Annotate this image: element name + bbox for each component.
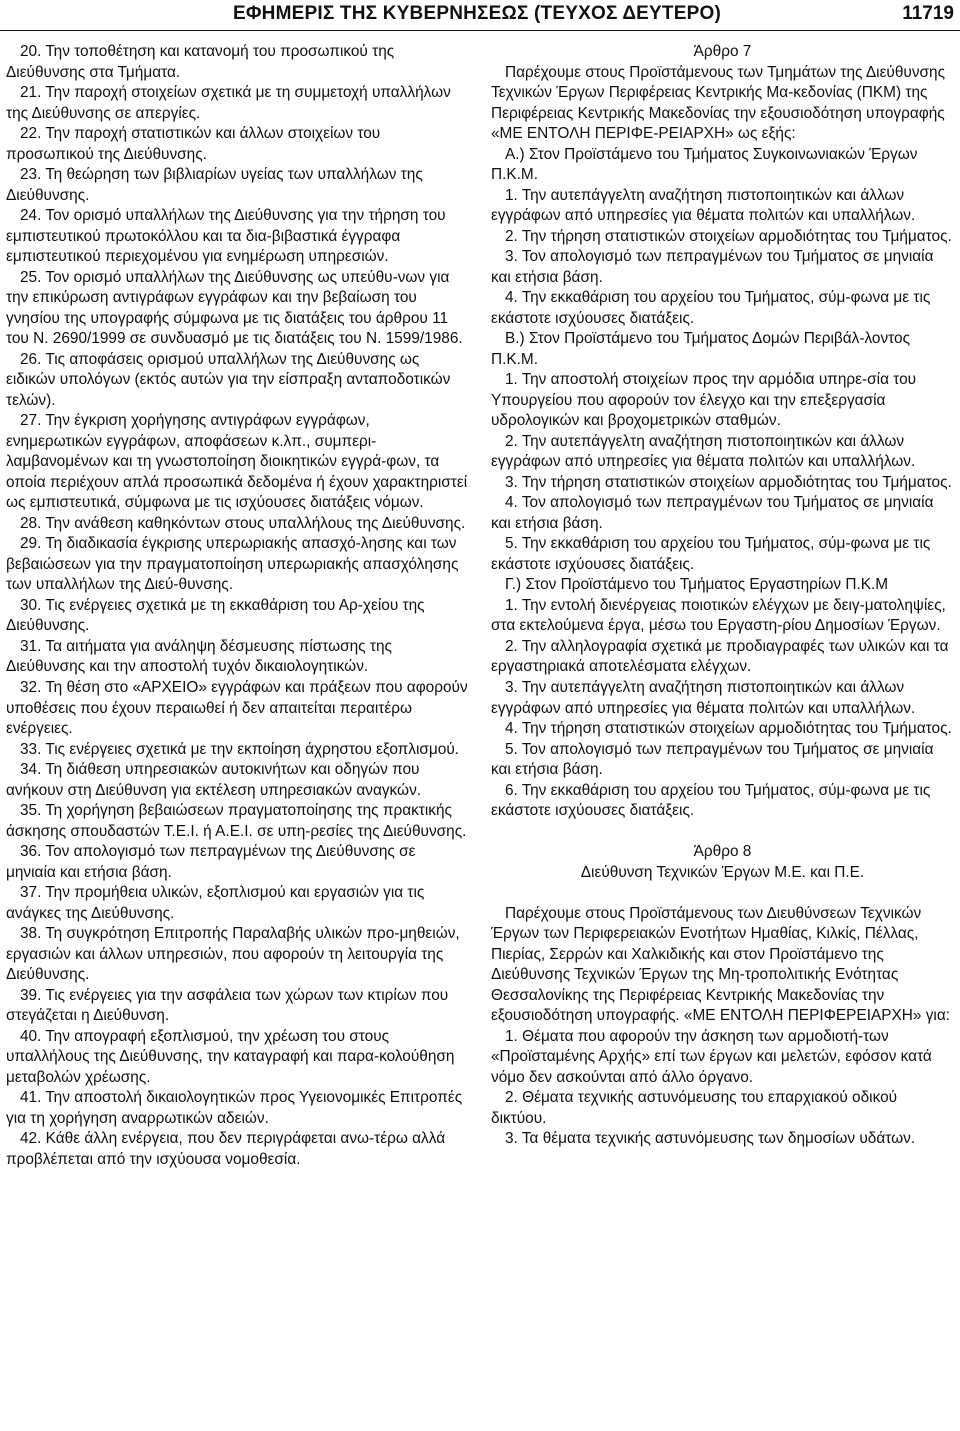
item-30: 30. Τις ενέργειες σχετικά με τη εκκαθάριση του Αρ-χείου της Διεύθυνσης. <box>6 596 425 635</box>
section-c-title: Γ.) Στον Προϊστάμενο του Τμήματος Εργαστηρίων Π.Κ.Μ <box>505 576 889 594</box>
article-8-intro: Παρέχουμε στους Προϊστάμενους των Διευθύνσεων Τεχνικών Έργων των Περιφερειακών Ενοτήτων Ημαθίας, Κιλκίς, Πέλλας, Πιερίας, Σερρών και Χαλκιδικής και στον Προϊστάμενο της Διεύθυνσης Τεχνικών Έργων της Μη-τροπολιτικής Ενότητας Θεσσαλονίκης της Περιφέρειας Κεντρικής Μακεδονίας την εξουσιοδότηση υπογραφής. «ΜΕ ΕΝΤΟΛΗ ΠΕΡΙΦΕΡΕΙΑΡΧΗ» για: <box>491 904 951 1025</box>
section-c-item-3: 3. Την αυτεπάγγελτη αναζήτηση πιστοποιητικών και άλλων εγγράφων από υπηρεσίες για θέματα πολιτών και υπαλλήλων. <box>491 678 916 717</box>
item-40: 40. Την απογραφή εξοπλισμού, την χρέωση του στους υπαλλήλους της Διεύθυνσης, την καταγραφή και παρα-κολούθηση μεταβολών χρέωσης. <box>6 1027 455 1086</box>
article-gap-2 <box>491 883 954 904</box>
item-39: 39. Τις ενέργειες για την ασφάλεια των χώρων των κτιρίων που στεγάζεται η Διεύθυνση. <box>6 986 449 1025</box>
article-8-item-1: 1. Θέματα που αφορούν την άσκηση των αρμοδιοτή-των «Προϊσταμένης Αρχής» επί των έργων και μελετών, εφόσον κατά νόμο δεν ασκούνται από άλλο όργανο. <box>491 1027 932 1086</box>
right-column <box>491 42 954 1150</box>
section-a-item-1: 1. Την αυτεπάγγελτη αναζήτηση πιστοποιητικών και άλλων εγγράφων από υπηρεσίες για θέματα πολιτών και υπαλλήλων. <box>491 186 916 225</box>
article-gap <box>491 822 954 843</box>
section-a-item-2: 2. Την τήρηση στατιστικών στοιχείων αρμοδιότητας του Τμήματος. <box>505 227 952 245</box>
item-38: 38. Τη συγκρότηση Επιτροπής Παραλαβής υλικών προ-μηθειών, εργασιών και άλλων υπηρεσιών, που αφορούν τη λειτουργία της Διεύθυνσης. <box>6 925 460 984</box>
section-c-item-5: 5. Τον απολογισμό των πεπραγμένων του Τμήματος σε μηνιαία και ετήσια βάση. <box>491 740 934 779</box>
article-8-item-3: 3. Τα θέματα τεχνικής αστυνόμευσης των δημοσίων υδάτων. <box>505 1130 916 1148</box>
item-28: 28. Την ανάθεση καθηκόντων στους υπαλλήλους της Διεύθυνσης. <box>20 514 466 532</box>
section-b-item-2: 2. Την αυτεπάγγελτη αναζήτηση πιστοποιητικών και άλλων εγγράφων από υπηρεσίες για θέματα πολιτών και υπαλλήλων. <box>491 432 916 471</box>
section-b-item-5: 5. Την εκκαθάριση του αρχείου του Τμήματος, σύμ-φωνα με τις εκάστοτε ισχύουσες διατάξεις. <box>491 535 931 573</box>
item-36: 36. Τον απολογισμό των πεπραγμένων της Διεύθυνσης σε μηνιαία και ετήσια βάση. <box>6 843 416 881</box>
item-27: 27. Την έγκριση χορήγησης αντιγράφων εγγράφων, ενημερωτικών εγγράφων, αποφάσεων κ.λπ., συμπερι-λαμβανομένων και τη γνωστοποίηση διοικητικών εγγρά-φων, τα οποία περιέχουν απλά προσωπικά δεδομένα ή έχουν χαρακτηριστεί ως εμπιστευτικά, σύμφωνα με τις ισχύουσες διατάξεις νόμων. <box>6 412 468 512</box>
item-26: 26. Τις αποφάσεις ορισμού υπαλλήλων της Διεύθυνσης ως ειδικών υπολόγων (εκτός αυτών για την είσπραξη ανταποδοτικών τελών). <box>6 350 451 409</box>
section-a-item-3: 3. Τον απολογισμό των πεπραγμένων του Τμήματος σε μηνιαία και ετήσια βάση. <box>491 248 934 286</box>
article-8-item-2: 2. Θέματα τεχνικής αστυνόμευσης του επαρχιακού οδικού δικτύου. <box>491 1089 898 1127</box>
item-41: 41. Την αποστολή δικαιολογητικών προς Υγειονομικές Επιτροπές για τη χορήγηση αναρρωτικών αδειών. <box>6 1089 463 1127</box>
item-29: 29. Τη διαδικασία έγκρισης υπερωριακής απασχό-λησης και των βεβαιώσεων για την πραγματοποίηση υπερωριακής απασχόλησης των υπαλλήλων της Διεύ-θυνσης. <box>6 535 459 594</box>
article-7-heading: Άρθρο 7 <box>693 43 752 60</box>
section-c-item-6: 6. Την εκκαθάριση του αρχείου του Τμήματος, σύμ-φωνα με τις εκάστοτε ισχύουσες διατάξεις. <box>491 781 931 820</box>
item-32: 32. Τη θέση στο «ΑΡΧΕΙΟ» εγγράφων και πράξεων που αφορούν υποθέσεις που έχουν περαιωθεί ή δεν απαιτείται περαιτέρω ενέργειες. <box>6 678 468 738</box>
section-b-item-4: 4. Τον απολογισμό των πεπραγμένων του Τμήματος σε μηνιαία και ετήσια βάση. <box>491 494 934 532</box>
gazette-title: ΕΦΗΜΕΡΙΣ ΤΗΣ ΚΥΒΕΡΝΗΣΕΩΣ (ΤΕΥΧΟΣ ΔΕΥΤΕΡΟ) <box>233 3 721 24</box>
item-31: 31. Τα αιτήματα για ανάληψη δέσμευσης πίστωσης της Διεύθυνσης και την αποστολή τυχόν δικαιολογητικών. <box>6 637 392 676</box>
section-c-item-1: 1. Την εντολή διενέργειας ποιοτικών ελέγχων με δειγ-ματοληψίες, στα εκτελούμενα έργα, μέσω του Εργαστη-ρίου Δημοσίων Έργων. <box>491 596 946 635</box>
item-21: 21. Την παροχή στοιχείων σχετικά με τη συμμετοχή υπαλλήλων της Διεύθυνσης σε απεργίες. <box>6 84 451 122</box>
item-42: 42. Κάθε άλλη ενέργεια, που δεν περιγράφεται ανω-τέρω αλλά προβλέπεται από την ισχύουσα νομοθεσία. <box>6 1130 446 1168</box>
left-column <box>6 42 469 1170</box>
item-33: 33. Τις ενέργειες σχετικά με την εκποίηση άχρηστου εξοπλισμού. <box>20 740 460 758</box>
page-number: 11719 <box>902 3 954 24</box>
item-20: 20. Την τοποθέτηση και κατανομή του προσωπικού της Διεύθυνσης στα Τμήματα. <box>6 43 395 81</box>
article-8-subheading: Διεύθυνση Τεχνικών Έργων Μ.Ε. και Π.Ε. <box>580 863 865 881</box>
section-c-item-4: 4. Την τήρηση στατιστικών στοιχείων αρμοδιότητας του Τμήματος. <box>505 720 952 738</box>
section-a-item-4: 4. Την εκκαθάριση του αρχείου του Τμήματος, σύμ-φωνα με τις εκάστοτε ισχύουσες διατάξεις. <box>491 289 931 327</box>
article-7-intro: Παρέχουμε στους Προϊστάμενους των Τμημάτων της Διεύθυνσης Τεχνικών Έργων Περιφέρειας Κεντρικής Μα-κεδονίας (ΠΚΜ) της Περιφέρειας Κεντρικής Μακεδονίας την εξουσιοδότηση υπογραφής «ΜΕ ΕΝΤΟΛΗ ΠΕΡΙΦΕ-ΡΕΙΑΡΧΗ» ως εξής: <box>491 63 945 143</box>
item-34: 34. Τη διάθεση υπηρεσιακών αυτοκινήτων και οδηγών που ανήκουν στη Διεύθυνση για εκτέλεση υπηρεσιακών αναγκών. <box>6 761 422 799</box>
section-c-item-2: 2. Την αλληλογραφία σχετικά με προδιαγραφές των υλικών και τα εργαστηριακά αποτελέσματα ελέγχων. <box>491 637 949 676</box>
section-a-title: Α.) Στον Προϊστάμενο του Τμήματος Συγκοινωνιακών Έργων Π.Κ.Μ. <box>491 145 918 184</box>
item-24: 24. Τον ορισμό υπαλλήλων της Διεύθυνσης για την τήρηση του εμπιστευτικού πρωτοκόλλου και τα δια-βιβαστικά έγγραφα εμπιστευτικού περιεχομένου για ενημέρωση υπηρεσιών. <box>6 207 446 266</box>
item-37: 37. Την προμήθεια υλικών, εξοπλισμού και εργασιών για τις ανάγκες της Διεύθυνσης. <box>6 884 425 922</box>
section-b-item-1: 1. Την αποστολή στοιχείων προς την αρμόδια υπηρε-σία του Υπουργείου που αφορούν τον έλεγχο και την επεξεργασία υδρολογικών και βροχομετρικών σταθμών. <box>491 371 917 430</box>
item-23: 23. Τη θεώρηση των βιβλιαρίων υγείας των υπαλλήλων της Διεύθυνσης. <box>6 166 423 204</box>
section-b-item-3: 3. Την τήρηση στατιστικών στοιχείων αρμοδιότητας του Τμήματος. <box>505 473 952 491</box>
section-b-title: Β.) Στον Προϊστάμενο του Τμήματος Δομών Περιβάλ-λοντος Π.Κ.Μ. <box>491 330 911 368</box>
article-8-heading: Άρθρο 8 <box>693 843 752 861</box>
item-22: 22. Την παροχή στατιστικών και άλλων στοιχείων του προσωπικού της Διεύθυνσης. <box>6 125 381 163</box>
item-35: 35. Τη χορήγηση βεβαιώσεων πραγματοποίησης της πρακτικής άσκησης σπουδαστών Τ.Ε.Ι. ή Α.Ε.Ι. σε υπη-ρεσίες της Διεύθυνσης. <box>6 802 467 840</box>
item-25: 25. Τον ορισμό υπαλλήλων της Διεύθυνσης ως υπεύθυ-νων για την επικύρωση αντιγράφων εγγράφων και την βεβαίωση του γνησίου της υπογραφής σύμφωνα με τις διατάξεις του άρθρου 11 του Ν. 2690/1999 σε συνδυασμό με τις διατάξεις του Ν. 1599/1986. <box>6 268 463 348</box>
page-header <box>0 0 960 31</box>
